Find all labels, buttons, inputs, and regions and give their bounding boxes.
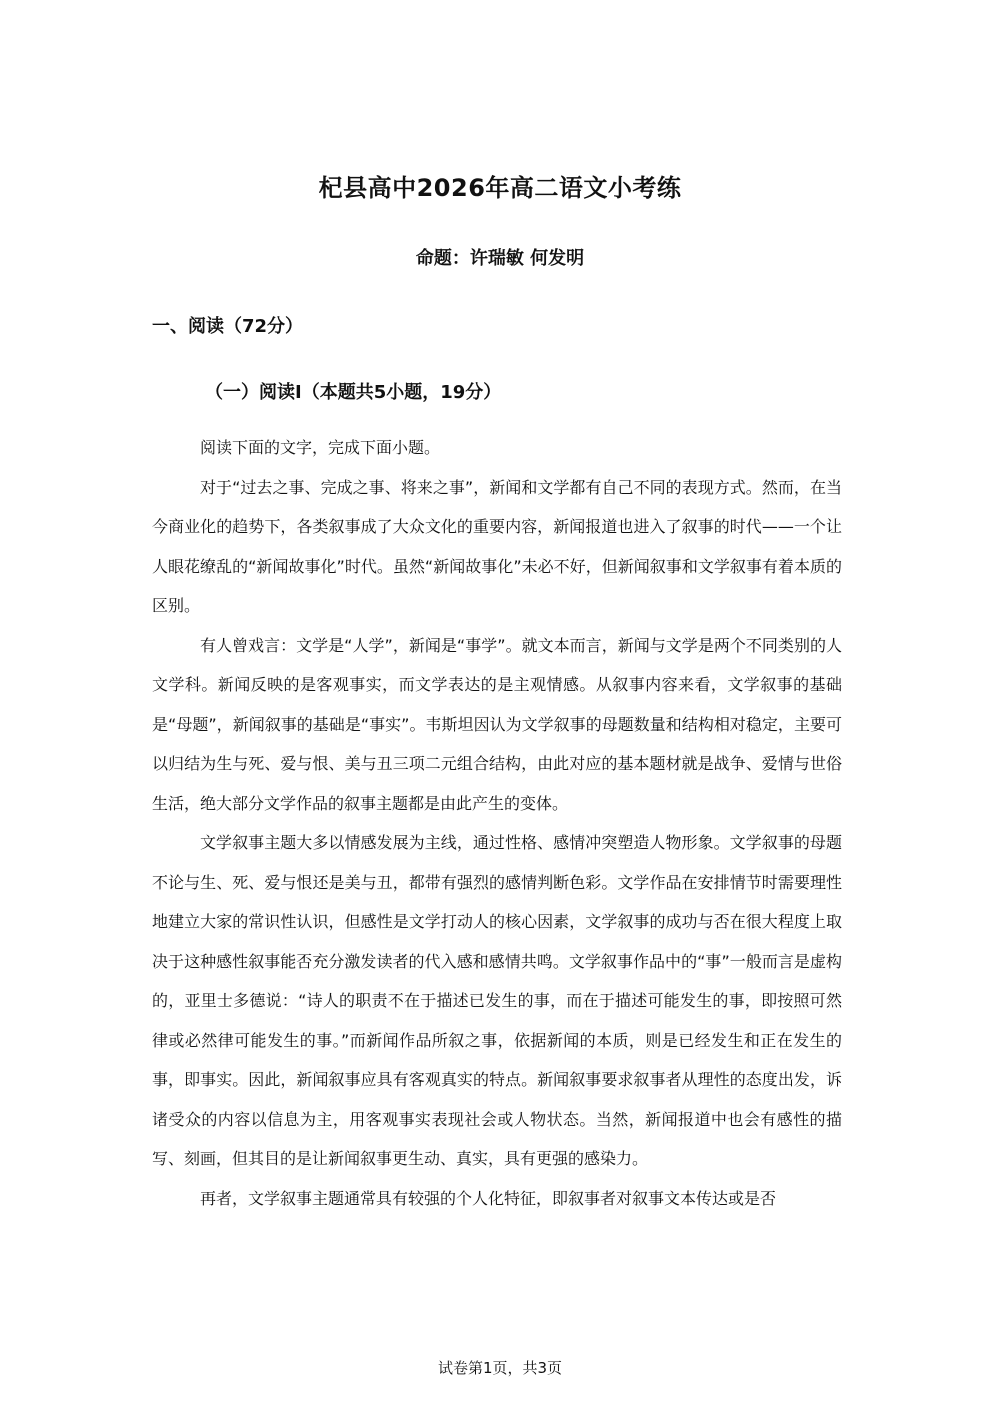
passage-paragraph: 对于“过去之事、完成之事、将来之事”，新闻和文学都有自己不同的表现方式。然而，在当今商业化的趋势下，各类叙事成了大众文化的重要内容，新闻报道也进入了叙事的时代——一个让人眼花缭乱的“新闻故事化”时代。虽然“新闻故事化”未必不好，但新闻叙事和文学叙事有着本质的区别。	[152, 477, 842, 615]
instruction-paragraph: 阅读下面的文字，完成下面小题。	[200, 438, 441, 457]
authors-line: 命题：许瑞敏 何发明	[415, 248, 585, 269]
page-title: 杞县高中2026年高二语文小考练	[318, 174, 682, 202]
reading-passage	[152, 428, 842, 1218]
passage-paragraph: 有人曾戏言：文学是“人学”，新闻是“事学”。就文本而言，新闻与文学是两个不同类别的人文学科。新闻反映的是客观事实，而文学表达的是主观情感。从叙事内容来看，文学叙事的基础是“母题”，新闻叙事的基础是“事实”。韦斯坦因认为文学叙事的母题数量和结构相对稳定，主要可以归结为生与死、爱与恨、美与丑三项二元组合结构，由此对应的基本题材就是战争、爱情与世俗生活，绝大部分文学作品的叙事主题都是由此产生的变体。	[152, 635, 842, 813]
passage-paragraph: 文学叙事主题大多以情感发展为主线，通过性格、感情冲突塑造人物形象。文学叙事的母题不论与生、死、爱与恨还是美与丑，都带有强烈的感情判断色彩。文学作品在安排情节时需要理性地建立大家的常识性认识，但感性是文学打动人的核心因素，文学叙事的成功与否在很大程度上取决于这种感性叙事能否充分激发读者的代入感和感情共鸣。文学叙事作品中的“事”一般而言是虚构的，亚里士多德说：“诗人的职责不在于描述已发生的事，而在于描述可能发生的事，即按照可然律或必然律可能发生的事。”而新闻作品所叙之事，依据新闻的本质，则是已经发生和正在发生的事，即事实。因此，新闻叙事应具有客观真实的特点。新闻叙事要求叙事者从理性的态度出发，诉诸受众的内容以信息为主，用客观事实表现社会或人物状态。当然，新闻报道中也会有感性的描写、刻画，但其目的是让新闻叙事更生动、真实，具有更强的感染力。	[152, 833, 842, 1168]
section-heading: 一、阅读（72分）	[152, 316, 304, 337]
page-footer: 试卷第1页，共3页	[437, 1359, 563, 1377]
passage-paragraph: 再者，文学叙事主题通常具有较强的个人化特征，即叙事者对叙事文本传达或是否	[200, 1188, 777, 1208]
sub-heading: （一）阅读I（本题共5小题，19分）	[205, 382, 502, 403]
